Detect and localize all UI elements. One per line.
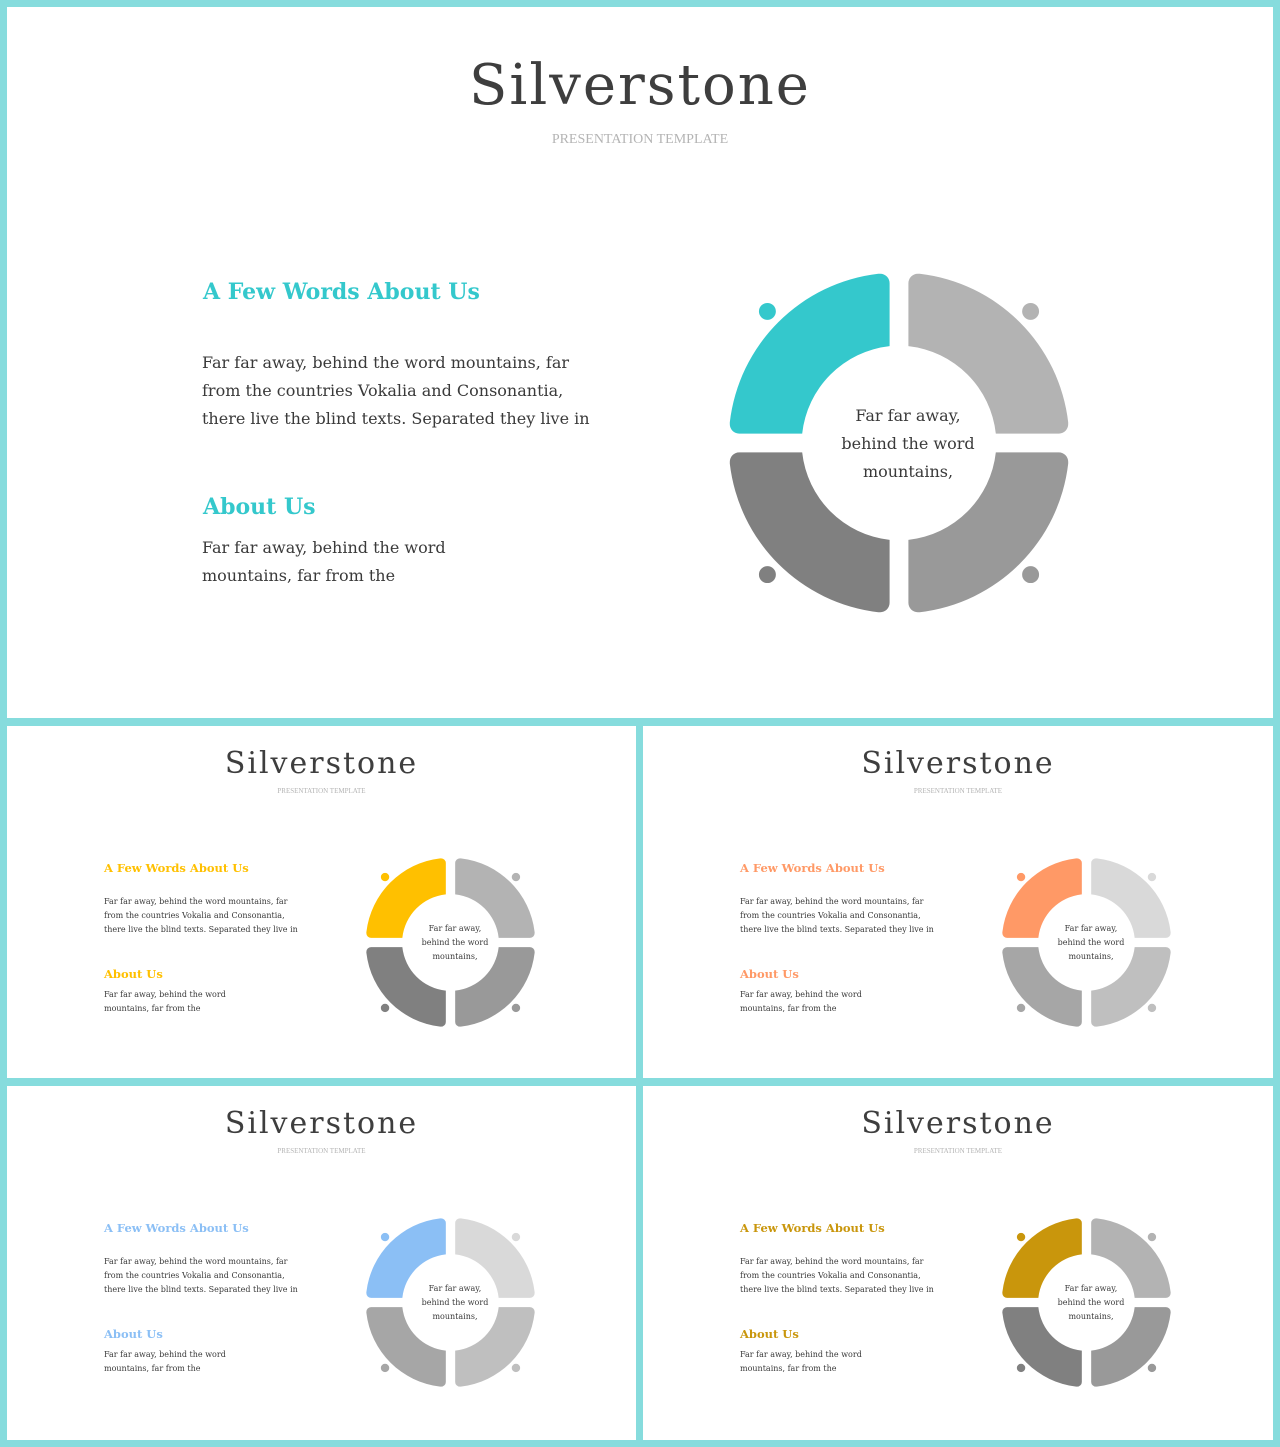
paragraph-few-words (104, 1255, 298, 1297)
ring-marker-dot (511, 1232, 521, 1242)
paragraph-few-words (104, 895, 298, 937)
ring-marker-dot (1016, 1232, 1026, 1242)
heading-few-words: A Few Words About Us (740, 861, 885, 875)
slide-thumbnail (643, 726, 1273, 1078)
paragraph-line: Far far away, behind the word (104, 1350, 226, 1359)
paragraph-about-us (740, 988, 862, 1016)
paragraph-line: Far far away, behind the word mountains, far (202, 353, 569, 372)
paragraph-line: mountains, far from the (740, 1004, 837, 1013)
paragraph-line: from the countries Vokalia and Consonantia, (740, 1271, 921, 1280)
ring-marker-dot (1147, 1363, 1157, 1373)
ring-center-text (1044, 922, 1138, 964)
ring-marker-dot (1147, 872, 1157, 882)
ring-center-text (1044, 1282, 1138, 1324)
paragraph-line: Far far away, behind the word (202, 538, 446, 557)
paragraph-few-words (202, 349, 590, 433)
paragraph-line: there live the blind texts. Separated they live in (740, 1285, 934, 1294)
center-text-line: behind the word (421, 938, 489, 947)
paragraph-few-words (740, 1255, 934, 1297)
slide-subtitle: PRESENTATION TEMPLATE (551, 132, 729, 147)
ring-marker-dot (380, 1232, 390, 1242)
slide-thumbnail (7, 1086, 636, 1440)
paragraph-about-us (740, 1348, 862, 1376)
ring-marker-dot (380, 1363, 390, 1373)
ring-marker-dot (757, 301, 778, 322)
center-text-line: Far far away, (428, 924, 482, 933)
ring-marker-dot (757, 564, 778, 585)
paragraph-line: mountains, far from the (740, 1364, 837, 1373)
ring-marker-dot (511, 872, 521, 882)
heading-few-words: A Few Words About Us (740, 1221, 885, 1235)
heading-few-words: A Few Words About Us (203, 279, 480, 305)
ring-marker-dot (380, 872, 390, 882)
slide-title: Silverstone (861, 1106, 1055, 1141)
paragraph-about-us (104, 1348, 226, 1376)
center-text-line: mountains, (862, 462, 954, 481)
center-text-line: mountains, (432, 1312, 478, 1321)
paragraph-line: there live the blind texts. Separated they live in (202, 409, 590, 428)
heading-about-us: About Us (740, 967, 799, 981)
slide-title: Silverstone (469, 53, 811, 118)
slide-subtitle: PRESENTATION TEMPLATE (277, 787, 366, 795)
paragraph-line: Far far away, behind the word (740, 1350, 862, 1359)
heading-few-words: A Few Words About Us (104, 1221, 249, 1235)
slide-main (7, 7, 1273, 718)
paragraph-line: Far far away, behind the word mountains, far (104, 897, 288, 906)
slide-subtitle: PRESENTATION TEMPLATE (913, 1147, 1003, 1155)
ring-center-text (811, 402, 1005, 486)
heading-few-words: A Few Words About Us (104, 861, 249, 875)
ring-marker-dot (1147, 1003, 1157, 1013)
slide-title: Silverstone (861, 746, 1055, 781)
slide-title: Silverstone (224, 746, 419, 781)
heading-about-us: About Us (104, 967, 163, 981)
ring-marker-dot (1016, 1363, 1026, 1373)
slide-subtitle: PRESENTATION TEMPLATE (277, 1147, 366, 1155)
ring-center-text (408, 922, 502, 964)
paragraph-few-words (740, 895, 934, 937)
slide-thumbnail (7, 726, 636, 1078)
center-text-line: behind the word (1057, 1298, 1125, 1307)
ring-marker-dot (511, 1363, 521, 1373)
paragraph-line: from the countries Vokalia and Consonantia, (202, 381, 564, 400)
slide-thumbnail (643, 1086, 1273, 1440)
ring-marker-dot (380, 1003, 390, 1013)
ring-marker-dot (1147, 1232, 1157, 1242)
paragraph-line: Far far away, behind the word mountains, far (740, 1257, 924, 1266)
ring-center-text (408, 1282, 502, 1324)
paragraph-line: there live the blind texts. Separated they live in (740, 925, 934, 934)
center-text-line: mountains, (1068, 1312, 1114, 1321)
paragraph-line: Far far away, behind the word (104, 990, 226, 999)
paragraph-line: from the countries Vokalia and Consonantia, (104, 1271, 285, 1280)
center-text-line: Far far away, (855, 406, 961, 425)
paragraph-line: from the countries Vokalia and Consonantia, (740, 911, 921, 920)
center-text-line: Far far away, (1064, 924, 1118, 933)
ring-marker-dot (1020, 564, 1041, 585)
heading-about-us: About Us (104, 1327, 163, 1341)
paragraph-line: mountains, far from the (202, 566, 396, 585)
center-text-line: behind the word (1057, 938, 1125, 947)
center-text-line: Far far away, (1064, 1284, 1118, 1293)
paragraph-line: mountains, far from the (104, 1364, 201, 1373)
paragraph-line: Far far away, behind the word (740, 990, 862, 999)
ring-marker-dot (1016, 1003, 1026, 1013)
ring-marker-dot (511, 1003, 521, 1013)
center-text-line: mountains, (432, 952, 478, 961)
paragraph-line: from the countries Vokalia and Consonantia, (104, 911, 285, 920)
heading-about-us: About Us (203, 494, 316, 520)
center-text-line: mountains, (1068, 952, 1114, 961)
paragraph-about-us (202, 534, 446, 590)
paragraph-line: there live the blind texts. Separated they live in (104, 1285, 298, 1294)
ring-marker-dot (1016, 872, 1026, 882)
slide-title: Silverstone (224, 1106, 419, 1141)
center-text-line: Far far away, (428, 1284, 482, 1293)
center-text-line: behind the word (841, 434, 975, 453)
paragraph-line: Far far away, behind the word mountains, far (104, 1257, 288, 1266)
paragraph-line: mountains, far from the (104, 1004, 201, 1013)
paragraph-line: Far far away, behind the word mountains, far (740, 897, 924, 906)
paragraph-line: there live the blind texts. Separated they live in (104, 925, 298, 934)
paragraph-about-us (104, 988, 226, 1016)
slide-subtitle: PRESENTATION TEMPLATE (913, 787, 1003, 795)
heading-about-us: About Us (740, 1327, 799, 1341)
center-text-line: behind the word (421, 1298, 489, 1307)
ring-marker-dot (1020, 301, 1041, 322)
